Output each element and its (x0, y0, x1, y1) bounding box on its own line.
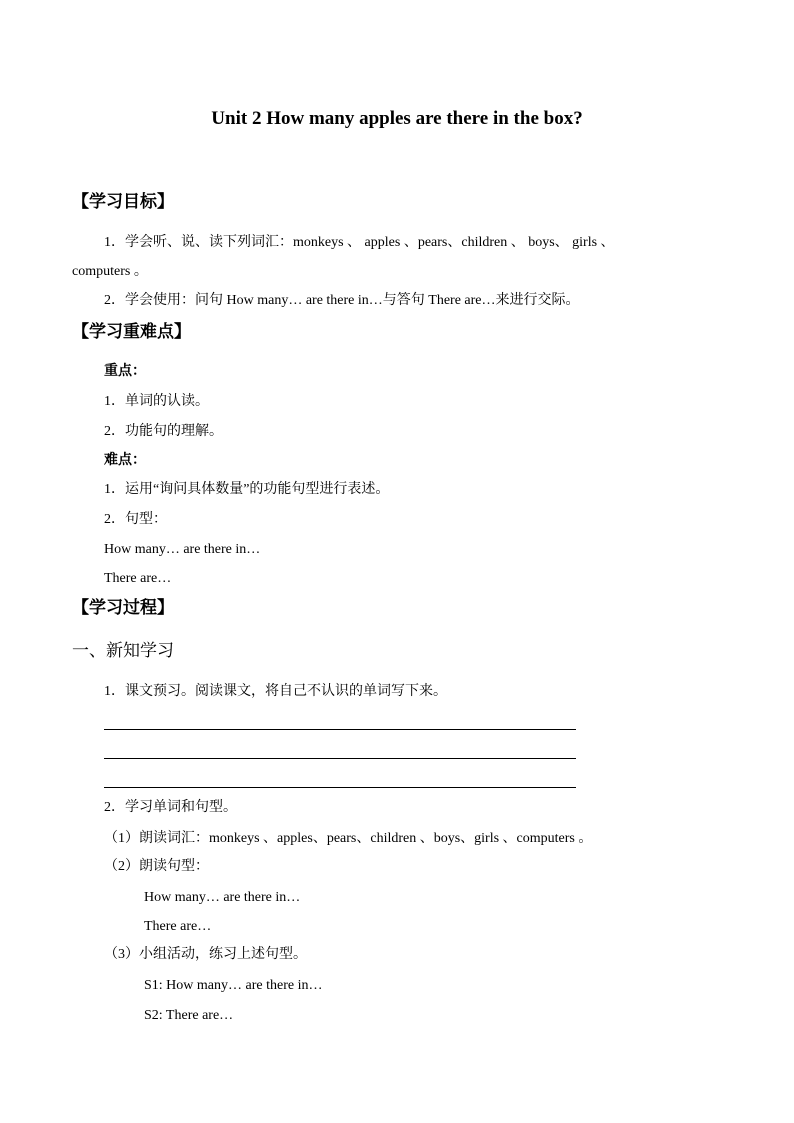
process-heading: 【学习过程】 (72, 598, 174, 617)
section-new-learning: 一、新知学习 (72, 641, 174, 660)
key-points-heading: 【学习重难点】 (72, 322, 191, 341)
answer-blank-line-3 (104, 787, 576, 788)
focus-item-1: 1．单词的认读。 (104, 394, 209, 409)
answer-blank-line-2 (104, 758, 576, 759)
difficulty-label: 难点： (104, 453, 146, 468)
step-2-3-group-activity: （3）小组活动，练习上述句型。 (104, 947, 307, 962)
focus-label: 重点： (104, 364, 146, 379)
answer-blank-line-1 (104, 729, 576, 730)
step-2-1-read-words: （1）朗读词汇：monkeys 、apples、pears、children 、boys、girls 、computers 。 (104, 831, 593, 846)
step-1-preview: 1．课文预习。阅读课文，将自己不认识的单词写下来。 (104, 684, 447, 699)
focus-item-2: 2．功能句的理解。 (104, 424, 223, 439)
objectives-heading: 【学习目标】 (72, 192, 174, 211)
objective-item-2: 2．学会使用：问句 How many… are there in…与答句 There are…来进行交际。 (104, 293, 580, 308)
step-2-2-read-patterns: （2）朗读句型： (104, 859, 209, 874)
dialogue-line-s2: S2: There are… (144, 1008, 234, 1023)
dialogue-line-s1: S1: How many… are there in… (144, 978, 323, 993)
sentence-pattern-answer: There are… (104, 571, 172, 586)
objective-item-1-continued: computers 。 (72, 264, 148, 279)
step-2-2-pattern-question: How many… are there in… (144, 890, 301, 905)
step-2-2-pattern-answer: There are… (144, 919, 212, 934)
difficulty-item-1: 1．运用“询问具体数量”的功能句型进行表述。 (104, 482, 390, 497)
objective-item-1: 1．学会听、说、读下列词汇：monkeys 、 apples 、pears、children 、 boys、 girls 、 (104, 235, 615, 250)
sentence-pattern-question: How many… are there in… (104, 542, 261, 557)
step-2-words-and-patterns: 2．学习单词和句型。 (104, 800, 237, 815)
difficulty-item-2: 2．句型： (104, 512, 167, 527)
page-title: Unit 2 How many apples are there in the box? (211, 108, 583, 129)
